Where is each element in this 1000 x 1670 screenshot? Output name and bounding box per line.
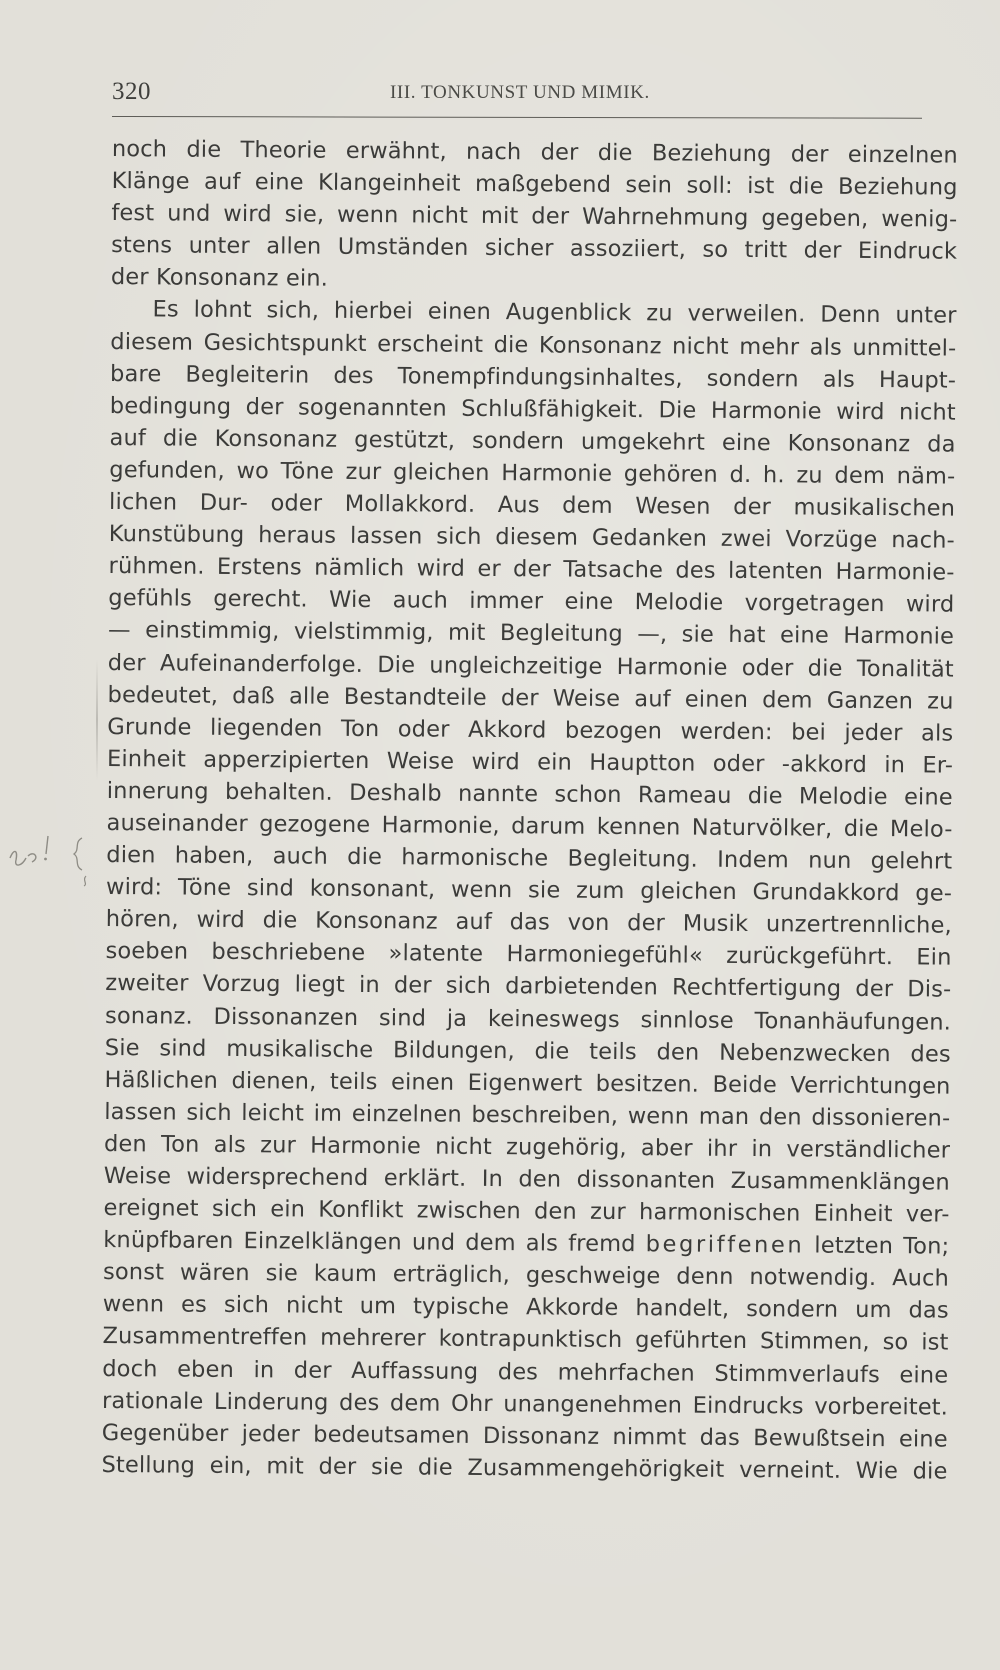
margin-pencil-line	[96, 660, 98, 780]
page-number: 320	[112, 78, 151, 105]
text-line: fest und wird sie, wenn nicht mit der Wahrnehmung gegeben, wenig-	[111, 200, 958, 233]
text-line: noch die Theorie erwähnt, nach der die Beziehung der einzelnen	[111, 135, 958, 169]
text-line: der Aufeinanderfolge. Die ungleichzeitige Harmonie oder die Tonalität	[107, 649, 954, 683]
text-line: Klänge auf eine Klangeinheit maßgebend sein soll: ist die Beziehung	[111, 168, 958, 201]
text-line: wenn es sich nicht um typische Akkorde handelt, sondern um das	[102, 1291, 949, 1324]
text-line: diesem Gesichtspunkt erscheint die Konsonanz nicht mehr als unmittel-	[110, 328, 957, 362]
text-line: sonst wären sie kaum erträglich, geschweige denn notwendig. Auch	[102, 1259, 950, 1292]
pencil-annotation-icon	[4, 828, 94, 888]
text-line: wird: Töne sind konsonant, wenn sie zum gleichen Grundakkord ge-	[105, 874, 953, 907]
body-text	[101, 133, 958, 1488]
text-line: lassen sich leicht im einzelnen beschreiben, wenn man den dissonieren-	[104, 1098, 951, 1132]
text-line: dien haben, auch die harmonische Begleitung. Indem nun gelehrt	[106, 842, 953, 875]
text-line: bare Begleiterin des Tonempfindungsinhaltes, sondern als Haupt-	[110, 360, 957, 394]
text-line: Es lohnt sich, hierbei einen Augenblick zu verweilen. Denn unter	[152, 296, 957, 330]
text-line: der Konsonanz ein.	[110, 264, 329, 293]
text-line: sonanz. Dissonanzen sind ja keineswegs sinnlose Tonanhäufungen.	[104, 1002, 952, 1036]
text-line: Sie sind musikalische Bildungen, die teils den Nebenzwecken des	[104, 1034, 951, 1068]
header-rule	[112, 116, 922, 119]
text-line: gefühls gerecht. Wie auch immer eine Melodie vorgetragen wird	[108, 585, 955, 618]
text-line: Gegenüber jeder bedeutsamen Dissonanz nimmt das Bewußtsein eine	[101, 1419, 948, 1453]
text-line: hören, wird die Konsonanz auf das von der Musik unzertrennliche,	[105, 906, 952, 939]
text-line: doch eben in der Auffassung des mehrfachen Stimmverlaufs eine	[102, 1355, 949, 1389]
text-line: zweiter Vorzug liegt in der sich darbietenden Rechtfertigung der Dis-	[105, 970, 952, 1004]
text-line: auf die Konsonanz gestützt, sondern umgekehrt eine Konsonanz da	[109, 424, 956, 458]
text-line: bedeutet, daß alle Bestandteile der Weise auf einen dem Ganzen zu	[107, 681, 954, 715]
text-line: Häßlichen dienen, teils einen Eigenwert besitzen. Beide Verrichtungen	[104, 1066, 951, 1100]
text-line: bedingung der sogenannten Schlußfähigkeit. Die Harmonie wird nicht	[109, 392, 956, 426]
text-line: Grunde liegenden Ton oder Akkord bezogen werden: bei jeder als	[107, 713, 954, 747]
text-line: rationale Linderung des dem Ohr unangenehmen Eindrucks vorbereitet.	[101, 1387, 949, 1421]
text-line: rühmen. Erstens nämlich wird er der Tatsache des latenten Harmonie-	[108, 553, 955, 586]
text-fragment: knüpfbaren Einzelklängen und dem als fremd	[103, 1227, 646, 1258]
text-line: Weise widersprechend erklärt. In den dissonanten Zusammenklängen	[103, 1162, 950, 1196]
text-line: Stellung ein, mit der sie die Zusammengehörigkeit verneint. Wie die	[101, 1451, 948, 1485]
spaced-word: begriffenen	[645, 1231, 805, 1259]
page-header	[112, 78, 920, 114]
text-line: Einheit apperzipierten Weise wird ein Hauptton oder -akkord in Er-	[106, 745, 954, 779]
text-fragment: letzten Ton;	[814, 1232, 950, 1260]
text-line: ereignet sich ein Konflikt zwischen den zur harmonischen Einheit ver-	[103, 1195, 950, 1228]
margin-pencil-annotation	[4, 828, 94, 888]
text-line: — einstimmig, vielstimmig, mit Begleitung —, sie hat eine Harmonie	[107, 617, 955, 651]
text-line: innerung behalten. Deshalb nannte schon Rameau die Melodie eine	[106, 777, 953, 811]
text-line: den Ton als zur Harmonie nicht zugehörig, aber ihr in verständlicher	[103, 1130, 951, 1164]
text-line: stens unter allen Umständen sicher assoziiert, so tritt der Eindruck	[111, 232, 958, 265]
text-line: Kunstübung heraus lassen sich diesem Gedanken zwei Vorzüge nach-	[108, 521, 955, 554]
running-head: III. TONKUNST UND MIMIK.	[390, 82, 650, 103]
text-line: auseinander gezogene Harmonie, darum kennen Naturvölker, die Melo-	[106, 809, 953, 843]
text-line: Zusammentreffen mehrerer kontrapunktisch geführten Stimmen, so ist	[102, 1323, 949, 1357]
text-line: gefunden, wo Töne zur gleichen Harmonie gehören d. h. zu dem näm-	[109, 456, 956, 490]
text-line: soeben beschriebene »latente Harmoniegefühl« zurückgeführt. Ein	[105, 938, 952, 971]
text-line: lichen Dur- oder Mollakkord. Aus dem Wesen der musikalischen	[108, 489, 956, 522]
